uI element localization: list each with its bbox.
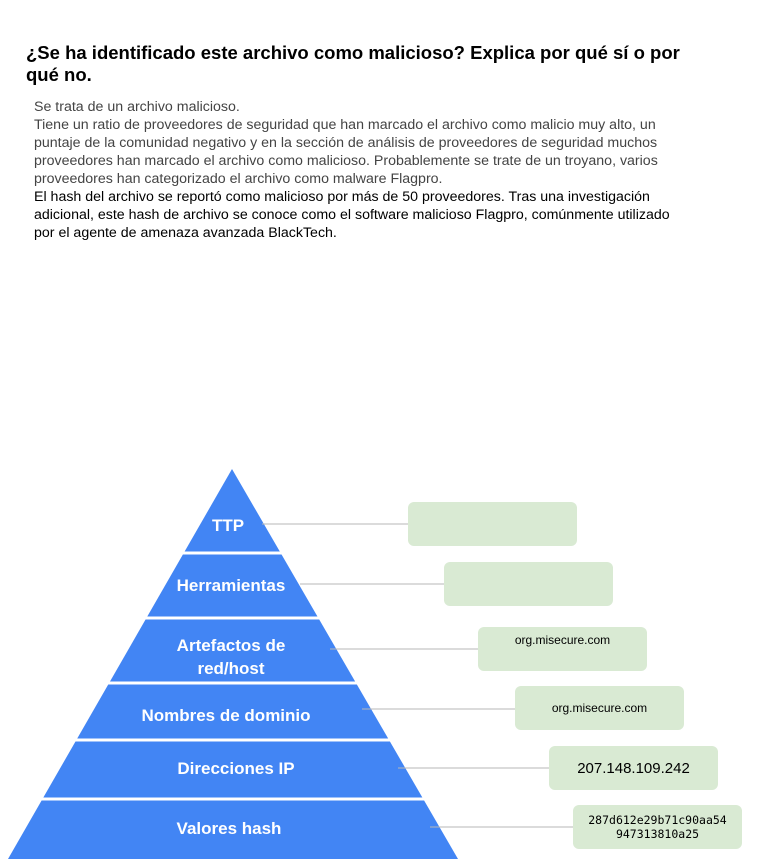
hash-answer-box[interactable] xyxy=(573,805,742,849)
question-title: ¿Se ha identificado este archivo como malicioso? Explica por qué sí o por qué no. xyxy=(26,42,680,85)
artifacts-answer-box[interactable]: org.misecure.com xyxy=(478,627,647,671)
answer-line-1: Se trata de un archivo malicioso. xyxy=(34,99,240,115)
level-label-tools: Herramientas xyxy=(176,576,286,595)
ttp-answer-box[interactable] xyxy=(408,502,577,546)
level-label-artifacts-line2: red/host xyxy=(197,659,265,678)
hash-value-line-2: 947313810a25 xyxy=(615,827,700,841)
level-label-ip: Direcciones IP xyxy=(177,759,295,778)
answer-paragraph-1: Tiene un ratio de proveedores de seguridad que han marcado el archivo como malicio muy alto, un puntaje de la comunidad negativo y en la sección de análisis de proveedores de seguridad muchos proveedores han marcado el archivo como malicioso. Probablemente se trate de un troyano, varios proveedores han categorizado el archivo como malware Flagpro. xyxy=(34,117,658,187)
ip-answer-box[interactable]: 207.148.109.242 xyxy=(549,746,718,790)
level-label-domains: Nombres de dominio xyxy=(141,706,311,725)
level-label-artifacts: Artefactos de xyxy=(176,636,286,655)
level-label-hash: Valores hash xyxy=(176,819,282,838)
hash-value-line-1: 287d612e29b71c90aa54 xyxy=(588,813,727,827)
domains-answer-box[interactable]: org.misecure.com xyxy=(515,686,684,730)
answer-paragraph-2: El hash del archivo se reportó como malicioso por más de 50 proveedores. Tras una investigación adicional, este hash de archivo se conoce como el software malicioso Flagpro, comúnmente utilizado por el agente de amenaza avanzada BlackTech. xyxy=(34,189,670,241)
level-label-ttp: TTP xyxy=(211,516,245,535)
tools-answer-box[interactable] xyxy=(444,562,613,606)
